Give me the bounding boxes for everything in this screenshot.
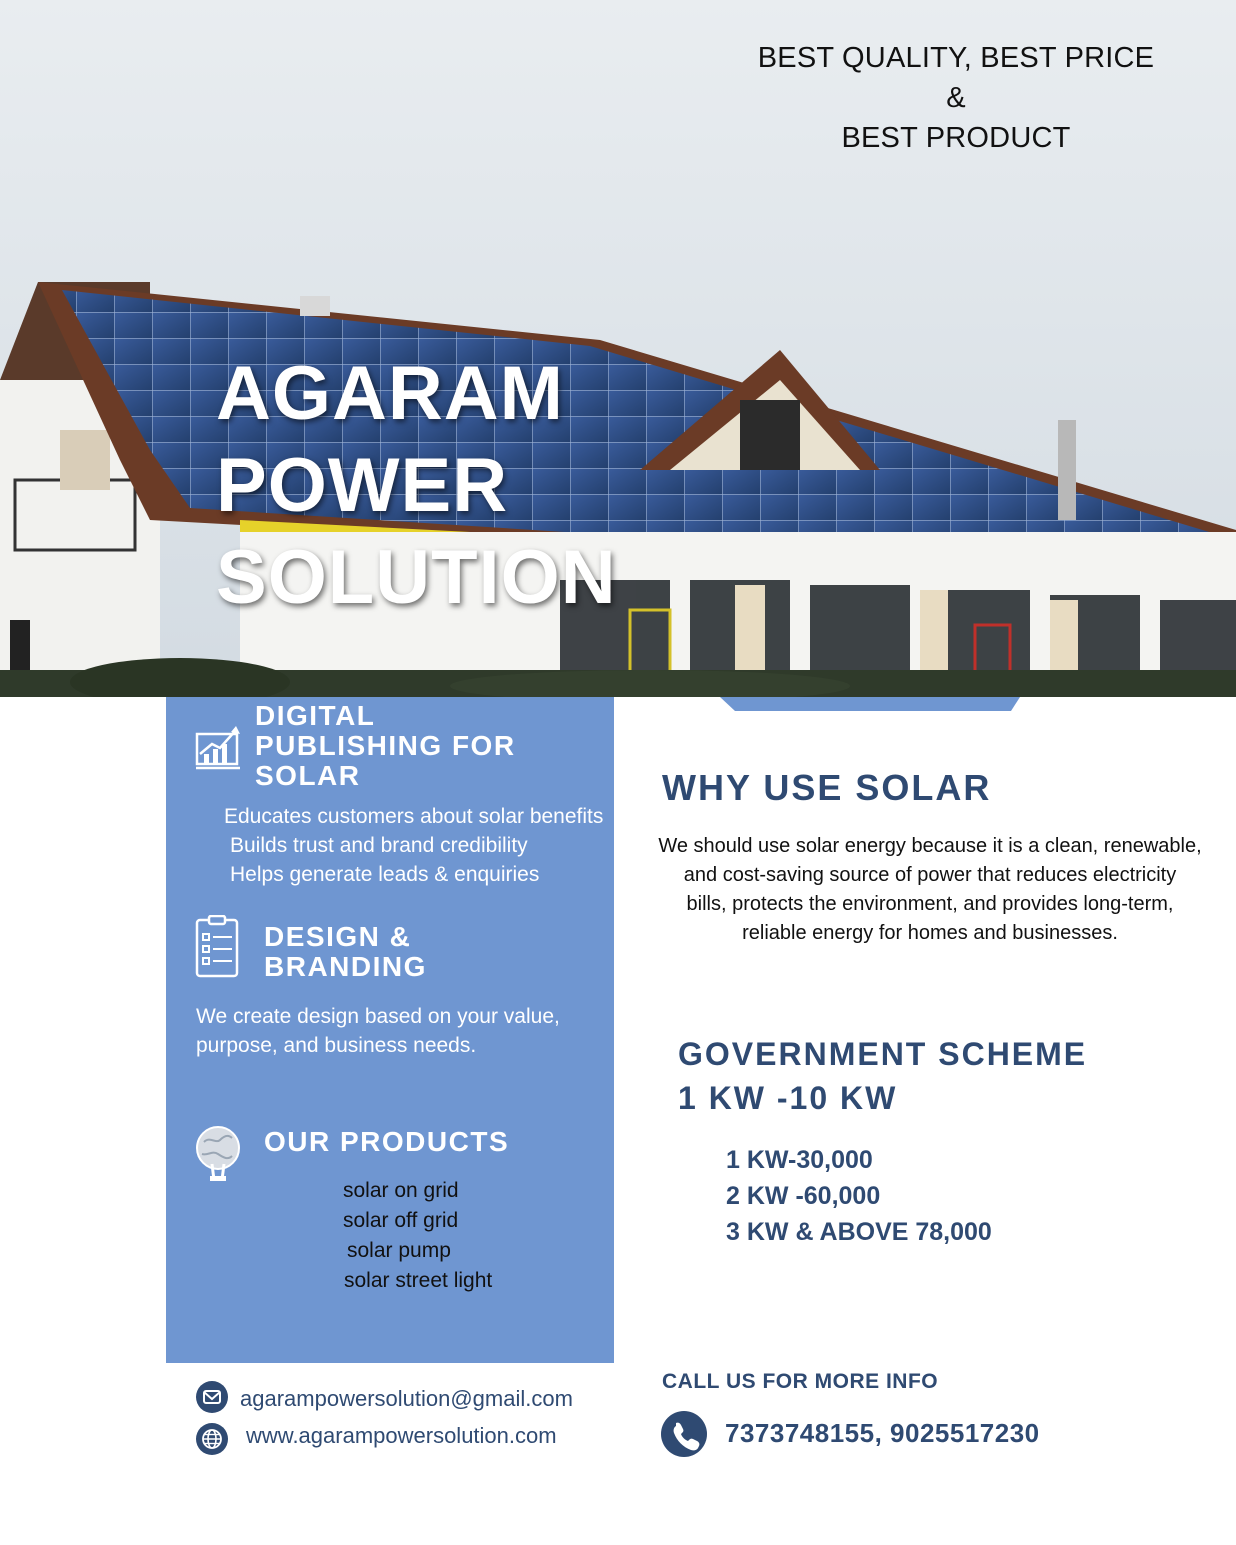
tagline-line-2: BEST PRODUCT	[841, 122, 1071, 154]
scheme-price-2: 2 KW -60,000	[726, 1182, 881, 1210]
product-item-2: solar off grid	[343, 1209, 459, 1232]
product-item-1: solar on grid	[343, 1179, 459, 1202]
why-text-line-3: bills, protects the environment, and provides long-term,	[686, 893, 1174, 915]
scheme-heading-line-2: 1 KW -10 KW	[678, 1080, 898, 1116]
email-icon	[196, 1381, 228, 1413]
tagline	[746, 38, 1166, 158]
scheme-price-3: 3 KW & ABOVE 78,000	[726, 1218, 992, 1246]
why-solar-text	[655, 832, 1205, 948]
scheme-heading-line-1: GOVERNMENT SCHEME	[678, 1036, 1088, 1072]
digital-bullet-1: Educates customers about solar benefits	[224, 805, 604, 828]
globe-hands-icon	[194, 1124, 242, 1182]
product-item-4: solar street light	[344, 1269, 493, 1292]
phone-numbers[interactable]: 7373748155, 9025517230	[725, 1418, 1040, 1448]
web-icon	[196, 1423, 228, 1455]
why-text-line-4: reliable energy for homes and businesses.	[742, 922, 1118, 944]
phone-icon	[661, 1411, 707, 1457]
design-heading	[264, 922, 427, 982]
digital-bullet-3: Helps generate leads & enquiries	[230, 863, 540, 886]
brand-title	[216, 348, 617, 624]
digital-heading	[255, 701, 516, 791]
checklist-icon	[194, 915, 240, 979]
why-text-line-1: We should use solar energy because it is a clean, renewable,	[658, 835, 1202, 857]
email-link[interactable]: agarampowersolution@gmail.com	[240, 1386, 573, 1411]
scheme-price-1: 1 KW-30,000	[726, 1146, 873, 1174]
accent-bar	[720, 697, 1020, 711]
brand-line-2: POWER	[216, 443, 509, 528]
digital-heading-line-3: SOLAR	[255, 760, 361, 791]
brand-line-3: SOLUTION	[216, 535, 617, 620]
digital-bullet-2: Builds trust and brand credibility	[230, 834, 528, 857]
brand-line-1: AGARAM	[216, 351, 564, 436]
digital-heading-line-2: PUBLISHING FOR	[255, 730, 516, 761]
products-heading: OUR PRODUCTS	[264, 1126, 510, 1157]
scheme-heading	[678, 1032, 1087, 1120]
website-link[interactable]: www.agarampowersolution.com	[246, 1423, 557, 1448]
design-heading-line-1: DESIGN &	[264, 921, 412, 952]
hero-photo	[0, 0, 1236, 697]
services-panel	[166, 697, 614, 1363]
call-us-heading: CALL US FOR MORE INFO	[662, 1370, 939, 1393]
design-text-line-1: We create design based on your value,	[196, 1005, 560, 1028]
growth-chart-icon	[194, 724, 242, 772]
why-solar-heading: WHY USE SOLAR	[662, 767, 992, 808]
digital-heading-line-1: DIGITAL	[255, 700, 376, 731]
product-item-3: solar pump	[347, 1239, 451, 1262]
why-text-line-2: and cost-saving source of power that reduces electricity	[683, 864, 1177, 886]
design-heading-line-2: BRANDING	[264, 951, 427, 982]
tagline-line-1: BEST QUALITY, BEST PRICE &	[757, 42, 1155, 114]
design-text-line-2: purpose, and business needs.	[196, 1034, 477, 1057]
